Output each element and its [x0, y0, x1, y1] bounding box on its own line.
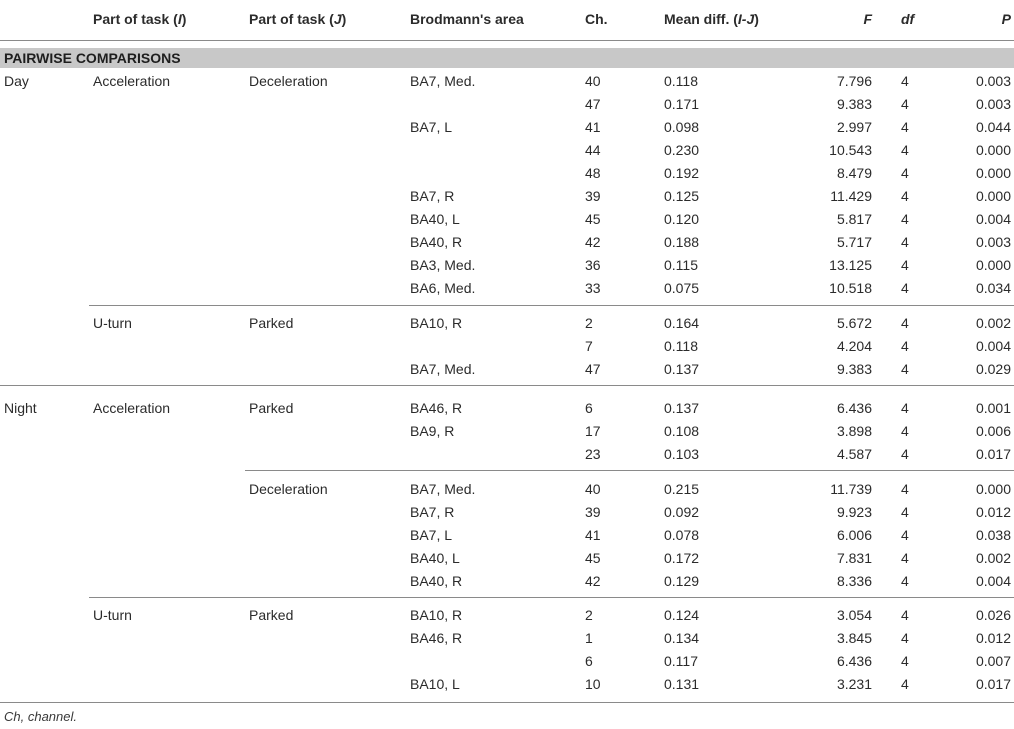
cell-brodmann-area: BA40, R: [410, 234, 463, 250]
cell-p: 0.017: [975, 676, 1011, 692]
table-row: [0, 335, 1014, 357]
cell-channel: 17: [585, 423, 601, 439]
cell-group: Day: [4, 73, 29, 89]
cell-p: 0.007: [975, 653, 1011, 669]
cell-f: 13.125: [829, 257, 872, 273]
cell-df: 4: [901, 550, 909, 566]
cell-brodmann-area: BA10, L: [410, 676, 460, 692]
cell-mean-diff: 0.131: [664, 676, 700, 692]
table-row: [0, 208, 1014, 230]
cell-channel: 36: [585, 257, 601, 273]
cell-mean-diff: 0.124: [664, 607, 700, 623]
cell-brodmann-area: BA40, L: [410, 550, 460, 566]
cell-brodmann-area: BA6, Med.: [410, 280, 476, 296]
cell-mean-diff: 0.192: [664, 165, 700, 181]
cell-brodmann-area: BA46, R: [410, 400, 463, 416]
cell-channel: 2: [585, 607, 593, 623]
cell-brodmann-area: BA9, R: [410, 423, 455, 439]
cell-mean-diff: 0.120: [664, 211, 700, 227]
cell-p: 0.002: [975, 315, 1011, 331]
cell-df: 4: [901, 504, 909, 520]
cell-f: 3.231: [836, 676, 872, 692]
cell-p: 0.044: [975, 119, 1011, 135]
cell-p: 0.000: [975, 257, 1011, 273]
cell-p: 0.001: [975, 400, 1011, 416]
cell-f: 9.383: [836, 96, 872, 112]
cell-df: 4: [901, 573, 909, 589]
cell-mean-diff: 0.137: [664, 400, 700, 416]
cell-f: 11.739: [830, 481, 872, 497]
cell-brodmann-area: BA40, R: [410, 573, 463, 589]
cell-channel: 48: [585, 165, 601, 181]
cell-p: 0.026: [975, 607, 1011, 623]
cell-p: 0.003: [975, 73, 1011, 89]
cell-df: 4: [901, 142, 909, 158]
cell-p: 0.004: [975, 573, 1011, 589]
cell-f: 8.479: [836, 165, 872, 181]
table-row: [0, 254, 1014, 276]
cell-p: 0.003: [975, 234, 1011, 250]
cell-channel: 1: [585, 630, 593, 646]
cell-mean-diff: 0.118: [664, 73, 698, 89]
cell-f: 3.054: [836, 607, 872, 623]
cell-channel: 6: [585, 400, 593, 416]
section-title: PAIRWISE COMPARISONS: [4, 50, 181, 66]
group-rule: [89, 597, 1014, 598]
cell-mean-diff: 0.117: [664, 653, 698, 669]
cell-df: 4: [901, 165, 909, 181]
header-df: df: [901, 11, 915, 27]
cell-brodmann-area: BA7, R: [410, 504, 455, 520]
cell-channel: 6: [585, 653, 593, 669]
cell-channel: 44: [585, 142, 601, 158]
cell-mean-diff: 0.171: [664, 96, 700, 112]
cell-brodmann-area: BA7, L: [410, 119, 453, 135]
cell-p: 0.038: [975, 527, 1011, 543]
table-row: [0, 312, 1014, 334]
cell-channel: 41: [585, 527, 601, 543]
table-row: [0, 397, 1014, 419]
cell-df: 4: [901, 423, 909, 439]
cell-p: 0.034: [975, 280, 1011, 296]
cell-p: 0.004: [975, 211, 1011, 227]
cell-df: 4: [901, 400, 909, 416]
cell-part-i: Acceleration: [93, 73, 171, 89]
cell-p: 0.002: [975, 550, 1011, 566]
cell-mean-diff: 0.164: [664, 315, 700, 331]
header-part-j: Part of task (J): [249, 11, 347, 27]
header-f: F: [863, 11, 872, 27]
table-footnote: Ch, channel.: [4, 709, 77, 724]
cell-p: 0.006: [975, 423, 1011, 439]
cell-p: 0.000: [975, 481, 1011, 497]
table-bottom-rule: [0, 702, 1014, 703]
cell-channel: 2: [585, 315, 593, 331]
cell-df: 4: [901, 96, 909, 112]
cell-p: 0.004: [975, 338, 1011, 354]
cell-df: 4: [901, 676, 909, 692]
table-row: [0, 478, 1014, 500]
cell-mean-diff: 0.230: [664, 142, 700, 158]
group-rule: [245, 470, 1014, 471]
cell-p: 0.029: [975, 361, 1011, 377]
cell-channel: 40: [585, 73, 601, 89]
cell-f: 3.898: [836, 423, 872, 439]
table-row: [0, 547, 1014, 569]
cell-mean-diff: 0.075: [664, 280, 700, 296]
cell-df: 4: [901, 361, 909, 377]
table-row: [0, 231, 1014, 253]
cell-f: 4.204: [836, 338, 872, 354]
cell-part-j: Parked: [249, 315, 294, 331]
cell-channel: 47: [585, 96, 601, 112]
cell-df: 4: [901, 73, 909, 89]
cell-f: 9.923: [836, 504, 872, 520]
table-row: [0, 570, 1014, 592]
cell-df: 4: [901, 211, 909, 227]
table-row: [0, 162, 1014, 184]
cell-mean-diff: 0.129: [664, 573, 700, 589]
cell-channel: 42: [585, 234, 601, 250]
cell-mean-diff: 0.115: [664, 257, 698, 273]
cell-mean-diff: 0.215: [664, 481, 700, 497]
cell-df: 4: [901, 234, 909, 250]
table-row: [0, 116, 1014, 138]
cell-part-i: Acceleration: [93, 400, 171, 416]
cell-mean-diff: 0.092: [664, 504, 700, 520]
cell-brodmann-area: BA10, R: [410, 315, 463, 331]
cell-f: 8.336: [836, 573, 872, 589]
table-row: [0, 501, 1014, 523]
header-mean-diff: Mean diff. (I-J): [664, 11, 759, 27]
cell-p: 0.012: [975, 504, 1011, 520]
cell-f: 2.997: [836, 119, 872, 135]
cell-f: 10.543: [829, 142, 872, 158]
cell-channel: 7: [585, 338, 593, 354]
cell-mean-diff: 0.108: [664, 423, 700, 439]
cell-channel: 47: [585, 361, 601, 377]
cell-f: 6.436: [836, 653, 872, 669]
table-row: [0, 650, 1014, 672]
table-row: [0, 185, 1014, 207]
header-rule: [0, 40, 1014, 41]
cell-brodmann-area: BA7, L: [410, 527, 453, 543]
cell-df: 4: [901, 338, 909, 354]
cell-f: 9.383: [836, 361, 872, 377]
cell-channel: 45: [585, 211, 601, 227]
cell-channel: 10: [585, 676, 601, 692]
cell-p: 0.012: [975, 630, 1011, 646]
cell-mean-diff: 0.125: [664, 188, 700, 204]
cell-channel: 42: [585, 573, 601, 589]
cell-p: 0.003: [975, 96, 1011, 112]
cell-f: 5.717: [836, 234, 872, 250]
cell-df: 4: [901, 315, 909, 331]
cell-p: 0.000: [975, 188, 1011, 204]
cell-mean-diff: 0.103: [664, 446, 700, 462]
cell-f: 3.845: [836, 630, 872, 646]
cell-df: 4: [901, 257, 909, 273]
cell-f: 5.672: [836, 315, 872, 331]
cell-part-i: U-turn: [93, 315, 132, 331]
cell-channel: 33: [585, 280, 601, 296]
cell-df: 4: [901, 481, 909, 497]
table-row: [0, 420, 1014, 442]
cell-channel: 41: [585, 119, 601, 135]
section-band: [0, 48, 1014, 68]
cell-f: 7.796: [836, 73, 872, 89]
cell-f: 7.831: [836, 550, 872, 566]
cell-mean-diff: 0.188: [664, 234, 700, 250]
cell-mean-diff: 0.134: [664, 630, 700, 646]
cell-mean-diff: 0.078: [664, 527, 700, 543]
cell-brodmann-area: BA7, Med.: [410, 361, 476, 377]
cell-brodmann-area: BA10, R: [410, 607, 463, 623]
table-row: [0, 627, 1014, 649]
cell-channel: 23: [585, 446, 601, 462]
group-rule: [0, 385, 1014, 386]
table-row: [0, 604, 1014, 626]
cell-df: 4: [901, 188, 909, 204]
cell-part-j: Parked: [249, 607, 294, 623]
table-row: [0, 443, 1014, 465]
cell-channel: 39: [585, 188, 601, 204]
cell-df: 4: [901, 119, 909, 135]
cell-df: 4: [901, 527, 909, 543]
cell-part-j: Parked: [249, 400, 294, 416]
cell-group: Night: [4, 400, 37, 416]
cell-p: 0.000: [975, 165, 1011, 181]
cell-df: 4: [901, 630, 909, 646]
cell-brodmann-area: BA3, Med.: [410, 257, 476, 273]
cell-channel: 45: [585, 550, 601, 566]
cell-brodmann-area: BA46, R: [410, 630, 463, 646]
cell-channel: 40: [585, 481, 601, 497]
cell-df: 4: [901, 653, 909, 669]
table-row: [0, 277, 1014, 299]
table-row: [0, 524, 1014, 546]
cell-mean-diff: 0.137: [664, 361, 700, 377]
header-brodmann-area: Brodmann's area: [410, 11, 524, 27]
cell-part-j: Deceleration: [249, 481, 328, 497]
cell-mean-diff: 0.118: [664, 338, 698, 354]
cell-mean-diff: 0.172: [664, 550, 700, 566]
cell-f: 6.436: [836, 400, 872, 416]
cell-channel: 39: [585, 504, 601, 520]
table-row: [0, 70, 1014, 92]
table-row: [0, 673, 1014, 695]
header-part-i: Part of task (I): [93, 11, 187, 27]
header-p: P: [1001, 11, 1011, 27]
cell-brodmann-area: BA7, R: [410, 188, 455, 204]
cell-f: 10.518: [829, 280, 872, 296]
cell-df: 4: [901, 446, 909, 462]
cell-part-j: Deceleration: [249, 73, 328, 89]
cell-p: 0.000: [975, 142, 1011, 158]
cell-df: 4: [901, 280, 909, 296]
table-row: [0, 358, 1014, 380]
cell-p: 0.017: [975, 446, 1011, 462]
table-row: [0, 139, 1014, 161]
table-header-row: [0, 8, 1014, 30]
cell-brodmann-area: BA40, L: [410, 211, 460, 227]
group-rule: [89, 305, 1014, 306]
cell-brodmann-area: BA7, Med.: [410, 73, 476, 89]
cell-f: 4.587: [836, 446, 872, 462]
cell-brodmann-area: BA7, Med.: [410, 481, 476, 497]
cell-part-i: U-turn: [93, 607, 132, 623]
cell-f: 5.817: [836, 211, 872, 227]
cell-f: 11.429: [830, 188, 872, 204]
header-channel: Ch.: [585, 11, 608, 27]
table-row: [0, 93, 1014, 115]
cell-df: 4: [901, 607, 909, 623]
cell-mean-diff: 0.098: [664, 119, 700, 135]
cell-f: 6.006: [836, 527, 872, 543]
